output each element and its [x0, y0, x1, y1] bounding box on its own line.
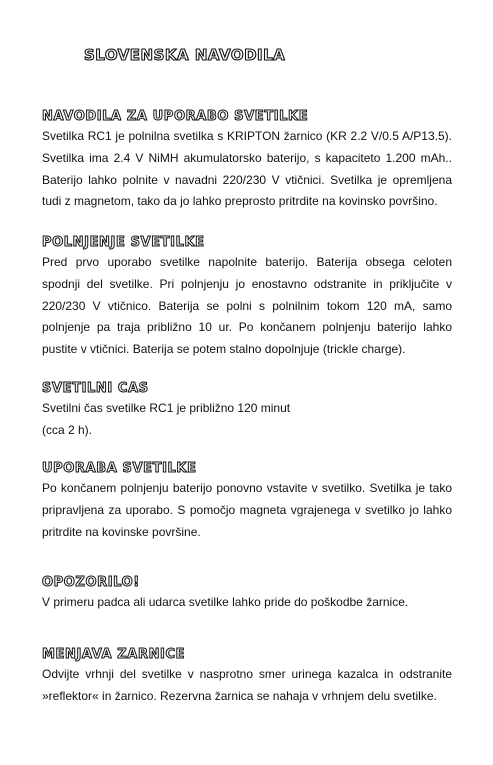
- section-paragraph: Po končanem polnjenju baterijo ponovno vstavite v svetilko. Svetilka je tako pripravljena za uporabo. S pomočjo magneta vgrajenega v svetilko jo lahko pritrdite na kovinske površine.: [42, 481, 452, 539]
- section-paragraph: Svetilka RC1 je polnilna svetilka s KRIPTON žarnico (KR 2.2 V/0.5 A/P13.5). Svetilka ima 2.4 V NiMH akumulatorsko baterijo, s kapaciteto 1.200 mAh.. Baterijo lahko polnite v navadni 220/230 V vtičnici. Svetilka je opremljena tudi z magnetom, tako da jo lahko preprosto pritrdite na kovinsko površino.: [42, 129, 452, 209]
- section-heading: SVETILNI CAS: [42, 381, 149, 396]
- section-bulb-replacement: [42, 646, 452, 708]
- section-lamp-use: [42, 460, 452, 543]
- section-heading: MENJAVA ZARNICE: [42, 647, 186, 662]
- section-usage-instructions: [42, 108, 452, 213]
- section-heading: UPORABA SVETILKE: [42, 461, 197, 476]
- section-paragraph: Odvijte vrhnji del svetilke v nasprotno smer urinega kazalca in odstranite »reflektor« in žarnico. Rezervna žarnica se nahaja v vrhnjem delu svetilke.: [42, 667, 452, 703]
- section-paragraph: V primeru padca ali udarca svetilke lahko pride do poškodbe žarnice.: [42, 595, 409, 609]
- section-paragraph: Pred prvo uporabo svetilke napolnite baterijo. Baterija obsega celoten spodnji del svetilke. Pri polnjenju jo enostavno odstranite in priključite v 220/230 V vtičnico. Baterija se polni s polnilnim tokom 120 mA, samo polnjenje pa traja približno 10 ur. Po končanem polnjenju baterijo lahko pustite v vtičnici. Baterija se potem stalno dopolnjuje (trickle charge).: [42, 255, 452, 357]
- section-heading: NAVODILA ZA UPORABO SVETILKE: [42, 109, 309, 124]
- section-line: (cca 2 h).: [42, 422, 93, 437]
- section-warning: [42, 574, 452, 614]
- document-title: SLOVENSKA NAVODILA: [84, 46, 286, 64]
- section-heading: OPOZORILO!: [42, 575, 140, 590]
- section-heading: POLNJENJE SVETILKE: [42, 235, 205, 250]
- section-charging: [42, 234, 452, 361]
- section-light-time: [42, 380, 452, 442]
- section-line: Svetilni čas svetilke RC1 je približno 120 minut: [42, 401, 291, 415]
